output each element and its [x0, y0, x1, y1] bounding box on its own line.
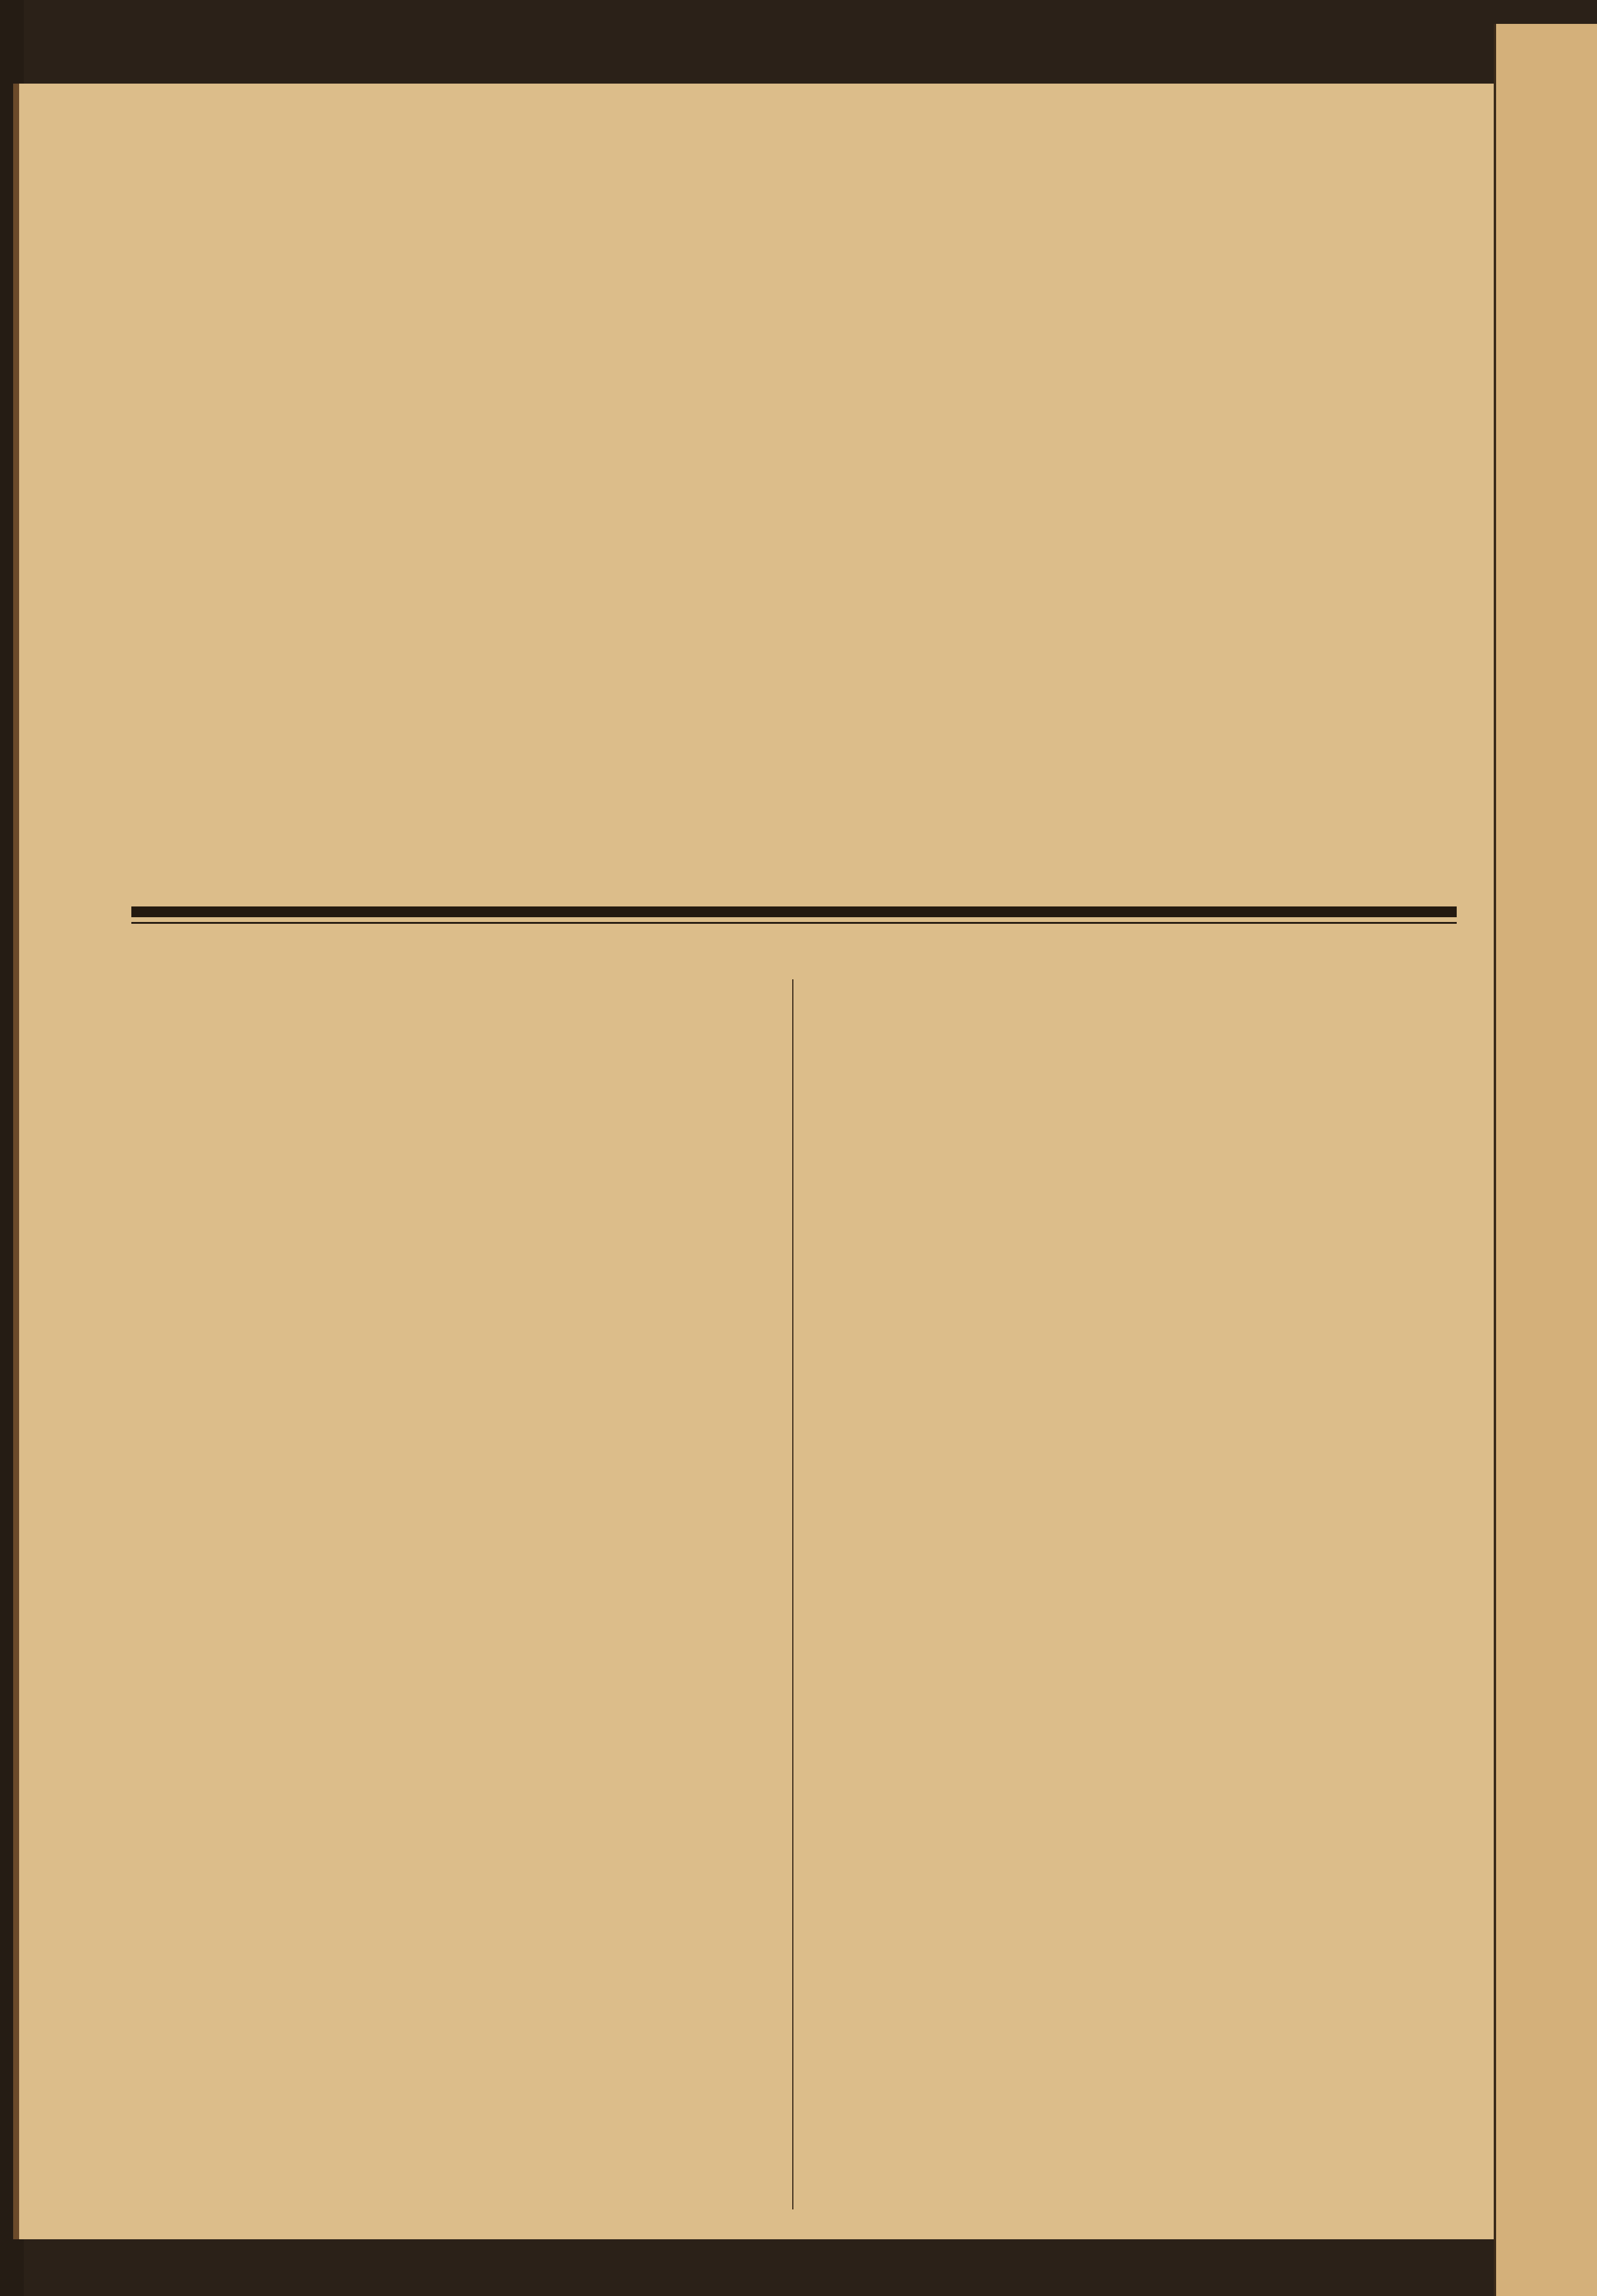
newspaper-page: [13, 84, 1500, 2239]
column-divider: [792, 979, 793, 2209]
section-rule-thin: [131, 922, 1457, 924]
adjacent-page-edge: [1494, 24, 1597, 2296]
left-column: [116, 979, 782, 988]
section-rule: [131, 906, 1457, 917]
